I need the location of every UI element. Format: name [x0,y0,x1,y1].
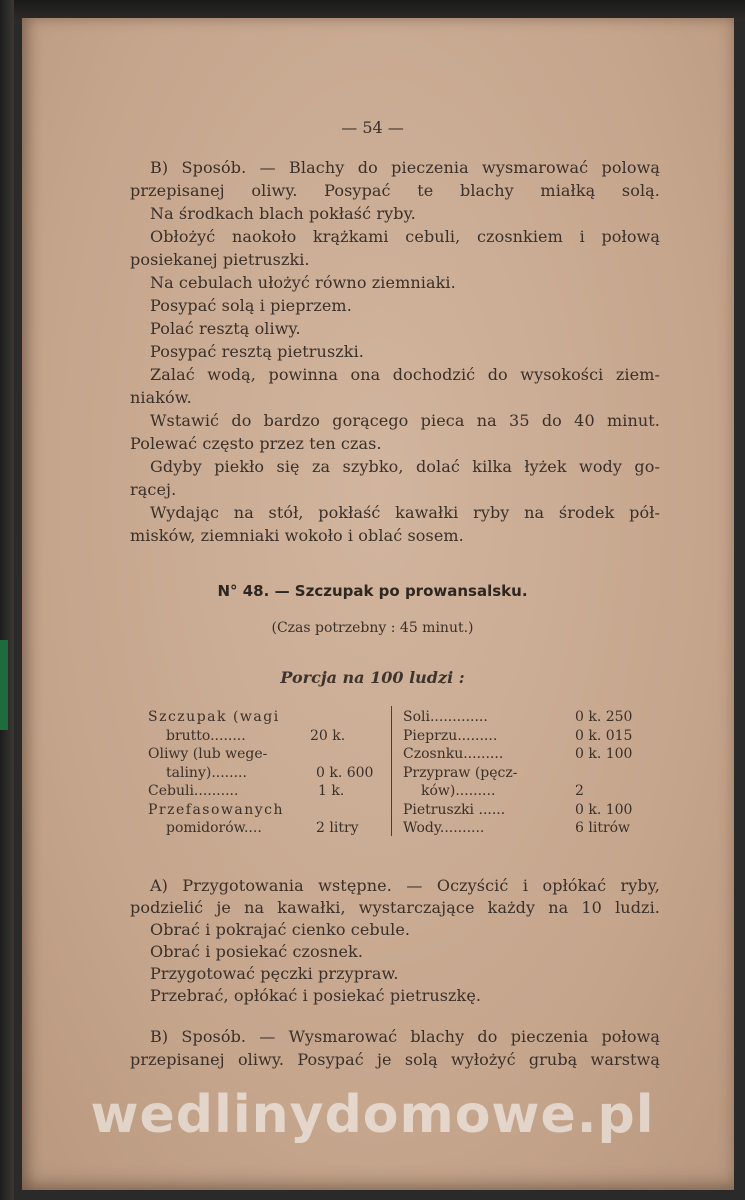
text-line: A) Przygotowania wstępne. — Oczyścić i opłókać ryby, [150,876,660,895]
text-line: Gdyby piekło się za szybko, dolać kilka łyżek wody go- [150,457,660,476]
ingredient-row [148,801,378,820]
ingredients-right [403,708,643,838]
ingredient-name: Pieprzu......... [403,727,498,744]
ingredient-row [148,764,378,783]
ingredient-name: taliny)........ [166,764,247,781]
ingredient-name: Pietruszki ...... [403,801,506,818]
ingredient-name: Cebuli.......... [148,783,239,799]
recipe-portion: Porcja na 100 ludzi : [280,668,465,687]
watermark: wedlinydomowe.pl [90,1085,655,1145]
ingredient-row [403,782,643,801]
text-line: Wydając na stół, pokłaść kawałki ryby na środek pół- [150,503,660,522]
text-line: posiekanej pietruszki. [130,250,310,269]
text-line: Posypać resztą pietruszki. [150,342,364,361]
ingredient-qty: 1 k. [318,783,345,799]
ingredient-row [148,727,378,746]
ingredient-name: Czosnku......... [403,746,504,762]
text-line: niaków. [130,388,192,407]
text-line: Wstawić do bardzo gorącego pieca na 35 do 40 minut. [150,411,660,430]
ingredient-name: Soli............. [403,709,488,725]
ingredient-qty: 6 litrów [575,820,631,836]
text-line: Obłożyć naokoło krążkami cebuli, czosnkiem i połową [150,227,660,246]
ingredient-name: brutto........ [166,727,246,744]
text-line: podzielić je na kawałki, wystarczające każdy na 10 ludzi. [130,898,660,917]
table-divider [391,706,392,836]
text-line: Zalać wodą, powinna ona dochodzić do wysokości ziem- [150,365,660,384]
text-line: Polewać często przez ten czas. [130,434,382,453]
text-line: Przygotować pęczki przypraw. [150,964,399,983]
ingredient-name: Przypraw (pęcz- [403,764,518,781]
ingredient-qty: 0 k. 015 [575,727,633,744]
text-line: przepisanej oliwy. Posypać je solą wyłożyć grubą warstwą [130,1050,660,1069]
ingredient-row [148,819,378,838]
text-line: rącej. [130,480,177,499]
ingredient-row [403,819,643,838]
text-line: B) Sposób. — Blachy do pieczenia wysmarować polową [150,158,660,177]
text-line: misków, ziemniaki wokoło i oblać sosem. [130,526,464,545]
page-number: — 54 — [341,118,404,137]
recipe-time: (Czas potrzebny : 45 minut.) [271,620,474,636]
recipe-heading [0,582,745,600]
text-line: Na środkach blach pokłaść ryby. [150,204,416,223]
ingredient-row [403,801,643,820]
recipe-number: N° 48. [217,582,270,600]
ingredient-name: Szczupak (wagi [148,709,280,725]
ingredient-name: Przefasowanych [148,801,285,818]
text-line: Na cebulach ułożyć równo ziemniaki. [150,273,456,292]
ingredient-qty: 0 k. 100 [575,746,633,762]
ingredient-row [148,782,378,801]
ingredient-row [403,764,643,783]
scan-edge-left [0,0,14,1200]
ingredient-qty: 2 litry [316,820,359,836]
ingredient-name: Oliwy (lub wege- [148,746,268,762]
ingredient-name: ków)......... [421,783,496,799]
ingredient-qty: 0 k. 600 [316,764,374,781]
ingredient-qty: 2 [575,783,584,799]
ingredient-row [403,727,643,746]
ingredient-qty: 0 k. 250 [575,709,633,725]
text-line: Posypać solą i pieprzem. [150,296,352,315]
ingredient-qty: 0 k. 100 [575,801,633,818]
text-line: B) Sposób. — Wysmarować blachy do pieczenia połową [150,1027,660,1046]
ingredient-row [403,745,643,764]
ingredient-name: Wody.......... [403,820,485,836]
ingredient-qty: 20 k. [310,727,346,744]
text-line: przepisanej oliwy. Posypać te blachy miałką solą. [130,181,660,200]
recipe-title: — Szczupak po prowansalsku. [274,582,528,600]
ingredient-row [148,708,378,727]
text-line: Obrać i posiekać czosnek. [150,942,364,961]
ingredient-row [403,708,643,727]
ingredient-row [148,745,378,764]
ingredient-name: pomidorów.... [166,820,262,836]
ingredients-left [148,708,378,838]
text-line: Przebrać, opłókać i posiekać pietruszkę. [150,986,482,1005]
text-line: Polać resztą oliwy. [150,319,301,338]
text-line: Obrać i pokrajać cienko cebule. [150,920,411,939]
